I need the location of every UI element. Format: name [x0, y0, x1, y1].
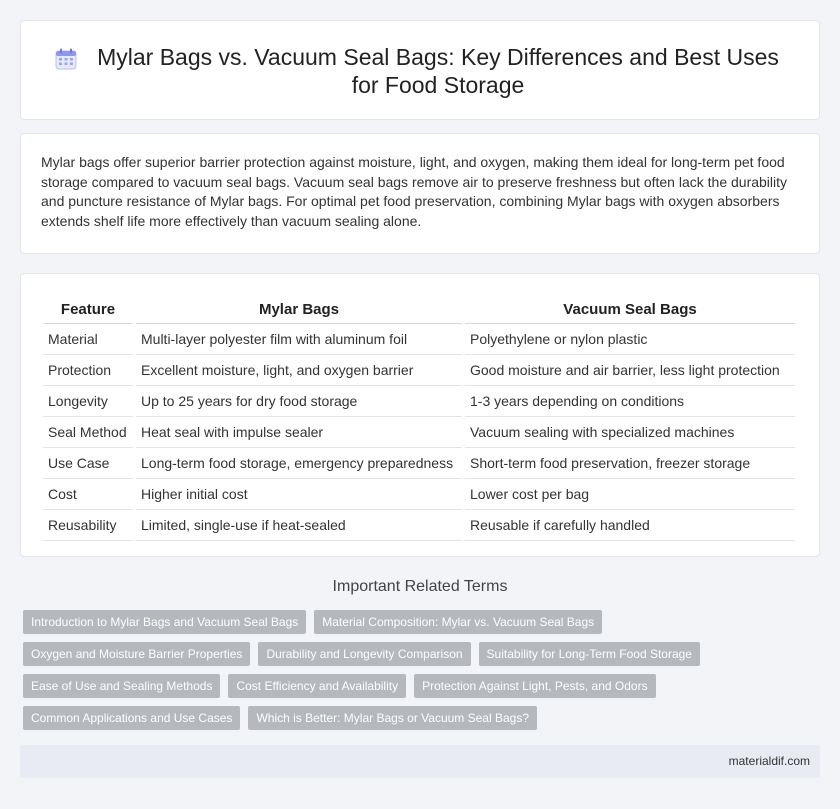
table-row: [43, 448, 795, 479]
table-cell: Material: [43, 324, 135, 355]
intro-card: [20, 133, 820, 254]
table-cell: Lower cost per bag: [464, 479, 796, 510]
table-cell: Up to 25 years for dry food storage: [135, 386, 464, 417]
header: [51, 43, 791, 99]
column-header-mylar: Mylar Bags: [135, 295, 464, 324]
related-term-tag[interactable]: Cost Efficiency and Availability: [228, 674, 406, 698]
table-cell: Protection: [43, 355, 135, 386]
table-cell: Good moisture and air barrier, less light protection: [464, 355, 796, 386]
calendar-icon: [54, 47, 78, 71]
table-cell: Seal Method: [43, 417, 135, 448]
related-term-tag[interactable]: Common Applications and Use Cases: [23, 706, 240, 730]
column-header-vacuum: Vacuum Seal Bags: [464, 295, 796, 324]
table-cell: Heat seal with impulse sealer: [135, 417, 464, 448]
table-cell: Reusability: [43, 510, 135, 541]
table-cell: Vacuum sealing with specialized machines: [464, 417, 796, 448]
related-terms-heading: Important Related Terms: [332, 578, 508, 595]
table-row: [43, 510, 795, 541]
related-term-tag[interactable]: Introduction to Mylar Bags and Vacuum Seal Bags: [23, 610, 306, 634]
related-term-tag[interactable]: Durability and Longevity Comparison: [258, 642, 470, 666]
footer-site-link[interactable]: materialdif.com: [728, 754, 810, 768]
comparison-table-card: [20, 273, 820, 557]
comparison-table: [43, 295, 795, 541]
related-term-tag[interactable]: Suitability for Long-Term Food Storage: [479, 642, 700, 666]
header-card: [20, 20, 820, 120]
related-term-tag[interactable]: Oxygen and Moisture Barrier Properties: [23, 642, 250, 666]
table-row: [43, 386, 795, 417]
related-term-tag[interactable]: Which is Better: Mylar Bags or Vacuum Seal Bags?: [248, 706, 537, 730]
column-header-feature: Feature: [43, 295, 135, 324]
table-cell: Higher initial cost: [135, 479, 464, 510]
table-row: [43, 355, 795, 386]
table-cell: Cost: [43, 479, 135, 510]
related-term-tag[interactable]: Protection Against Light, Pests, and Odors: [414, 674, 655, 698]
table-cell: Polyethylene or nylon plastic: [464, 324, 796, 355]
table-cell: Excellent moisture, light, and oxygen barrier: [135, 355, 464, 386]
table-cell: Multi-layer polyester film with aluminum foil: [135, 324, 464, 355]
table-cell: Limited, single-use if heat-sealed: [135, 510, 464, 541]
table-cell: Long-term food storage, emergency preparedness: [135, 448, 464, 479]
table-cell: Short-term food preservation, freezer storage: [464, 448, 796, 479]
table-header-row: [43, 295, 795, 324]
page-title: Mylar Bags vs. Vacuum Seal Bags: Key Differences and Best Uses for Food Storage: [97, 44, 779, 98]
table-cell: Use Case: [43, 448, 135, 479]
footer: [20, 745, 820, 778]
table-cell: Longevity: [43, 386, 135, 417]
related-terms-list: [23, 610, 813, 730]
table-row: [43, 479, 795, 510]
table-row: [43, 417, 795, 448]
related-term-tag[interactable]: Material Composition: Mylar vs. Vacuum Seal Bags: [314, 610, 602, 634]
intro-paragraph: Mylar bags offer superior barrier protection against moisture, light, and oxygen, making them ideal for long-term pet food storage compared to vacuum seal bags. Vacuum seal bags remove air to preserve freshness but often lack the durability and puncture resistance of Mylar bags. For optimal pet food preservation, combining Mylar bags with oxygen absorbers extends shelf life more effectively than vacuum sealing alone.: [41, 154, 788, 229]
table-cell: Reusable if carefully handled: [464, 510, 796, 541]
table-row: [43, 324, 795, 355]
related-term-tag[interactable]: Ease of Use and Sealing Methods: [23, 674, 220, 698]
table-cell: 1-3 years depending on conditions: [464, 386, 796, 417]
